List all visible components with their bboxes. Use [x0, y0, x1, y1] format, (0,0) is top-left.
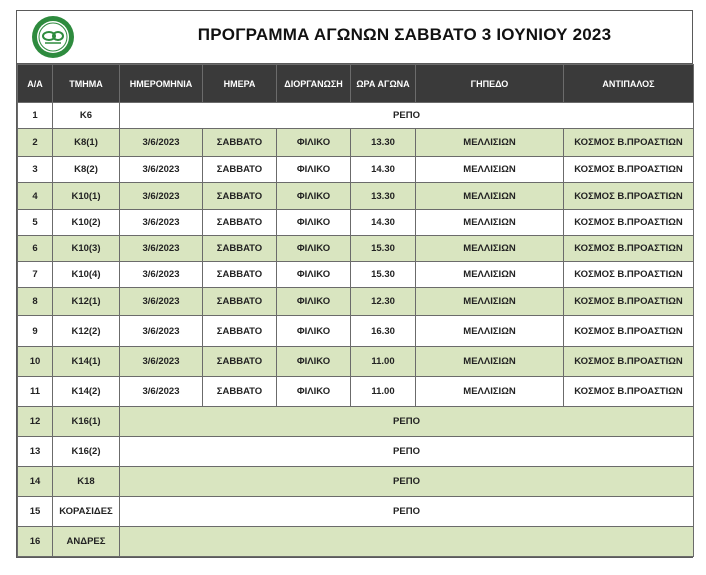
cell-field: ΜΕΛΛΙΣΙΩΝ	[416, 157, 564, 183]
col-header-opponent: ΑΝΤΙΠΑΛΟΣ	[564, 65, 694, 103]
cell-team: Κ8(1)	[53, 129, 120, 157]
cell-opponent: ΚΟΣΜΟΣ Β.ΠΡΟΑΣΤΙΩΝ	[564, 210, 694, 236]
table-row	[18, 467, 694, 497]
schedule-sheet	[16, 10, 693, 558]
cell-date: 3/6/2023	[120, 129, 203, 157]
cell-field: ΜΕΛΛΙΣΙΩΝ	[416, 377, 564, 407]
cell-date: 3/6/2023	[120, 316, 203, 347]
cell-team: Κ10(3)	[53, 236, 120, 262]
cell-team: Κ18	[53, 467, 120, 497]
cell-field: ΜΕΛΛΙΣΙΩΝ	[416, 183, 564, 210]
cell-time: 13.30	[351, 183, 416, 210]
cell-no: 9	[18, 316, 53, 347]
cell-opponent: ΚΟΣΜΟΣ Β.ΠΡΟΑΣΤΙΩΝ	[564, 183, 694, 210]
cell-competition: ΦΙΛΙΚΟ	[277, 377, 351, 407]
table-row	[18, 527, 694, 557]
col-header-date: ΗΜΕΡΟΜΗΝΙΑ	[120, 65, 203, 103]
col-header-time: ΩΡΑ ΑΓΩΝΑ	[351, 65, 416, 103]
cell-team: Κ16(2)	[53, 437, 120, 467]
cell-date: 3/6/2023	[120, 347, 203, 377]
table-row	[18, 316, 694, 347]
cell-competition: ΦΙΛΙΚΟ	[277, 262, 351, 288]
cell-repo: ΡΕΠΟ	[120, 497, 694, 527]
cell-time: 16.30	[351, 316, 416, 347]
cell-time: 11.00	[351, 347, 416, 377]
cell-team: Κ10(4)	[53, 262, 120, 288]
cell-field: ΜΕΛΛΙΣΙΩΝ	[416, 347, 564, 377]
cell-opponent: ΚΟΣΜΟΣ Β.ΠΡΟΑΣΤΙΩΝ	[564, 157, 694, 183]
cell-time: 15.30	[351, 262, 416, 288]
cell-day: ΣΑΒΒΑΤΟ	[203, 316, 277, 347]
cell-time: 13.30	[351, 129, 416, 157]
col-header-day: ΗΜΕΡΑ	[203, 65, 277, 103]
table-row	[18, 407, 694, 437]
col-header-team: ΤΜΗΜΑ	[53, 65, 120, 103]
cell-field: ΜΕΛΛΙΣΙΩΝ	[416, 316, 564, 347]
cell-date: 3/6/2023	[120, 262, 203, 288]
cell-date: 3/6/2023	[120, 183, 203, 210]
cell-no: 16	[18, 527, 53, 557]
col-header-competition: ΔΙΟΡΓΑΝΩΣΗ	[277, 65, 351, 103]
cell-competition: ΦΙΛΙΚΟ	[277, 210, 351, 236]
table-row	[18, 497, 694, 527]
cell-team: Κ8(2)	[53, 157, 120, 183]
table-header-row	[18, 65, 694, 103]
cell-no: 7	[18, 262, 53, 288]
table-row	[18, 262, 694, 288]
cell-no: 12	[18, 407, 53, 437]
cell-competition: ΦΙΛΙΚΟ	[277, 129, 351, 157]
cell-no: 11	[18, 377, 53, 407]
cell-team: Κ12(2)	[53, 316, 120, 347]
cell-time: 14.30	[351, 157, 416, 183]
cell-repo: ΡΕΠΟ	[120, 407, 694, 437]
col-header-no: Α/Α	[18, 65, 53, 103]
cell-team: Κ12(1)	[53, 288, 120, 316]
cell-competition: ΦΙΛΙΚΟ	[277, 183, 351, 210]
cell-field: ΜΕΛΛΙΣΙΩΝ	[416, 129, 564, 157]
cell-competition: ΦΙΛΙΚΟ	[277, 316, 351, 347]
cell-competition: ΦΙΛΙΚΟ	[277, 157, 351, 183]
table-row	[18, 377, 694, 407]
cell-no: 10	[18, 347, 53, 377]
table-row	[18, 129, 694, 157]
cell-opponent: ΚΟΣΜΟΣ Β.ΠΡΟΑΣΤΙΩΝ	[564, 316, 694, 347]
cell-time: 14.30	[351, 210, 416, 236]
cell-no: 15	[18, 497, 53, 527]
cell-field: ΜΕΛΛΙΣΙΩΝ	[416, 262, 564, 288]
table-row	[18, 103, 694, 129]
cell-date: 3/6/2023	[120, 210, 203, 236]
cell-no: 13	[18, 437, 53, 467]
table-row	[18, 183, 694, 210]
table-row	[18, 236, 694, 262]
cell-team: ΑΝΔΡΕΣ	[53, 527, 120, 557]
table-row	[18, 157, 694, 183]
cell-competition: ΦΙΛΙΚΟ	[277, 288, 351, 316]
cell-no: 2	[18, 129, 53, 157]
table-row	[18, 437, 694, 467]
cell-field: ΜΕΛΛΙΣΙΩΝ	[416, 288, 564, 316]
cell-team: Κ14(2)	[53, 377, 120, 407]
title-row	[17, 11, 692, 64]
cell-repo: ΡΕΠΟ	[120, 467, 694, 497]
cell-opponent: ΚΟΣΜΟΣ Β.ΠΡΟΑΣΤΙΩΝ	[564, 236, 694, 262]
cell-date: 3/6/2023	[120, 288, 203, 316]
cell-repo: ΡΕΠΟ	[120, 437, 694, 467]
cell-opponent: ΚΟΣΜΟΣ Β.ΠΡΟΑΣΤΙΩΝ	[564, 288, 694, 316]
table-row	[18, 210, 694, 236]
cell-time: 15.30	[351, 236, 416, 262]
cell-competition: ΦΙΛΙΚΟ	[277, 347, 351, 377]
cell-time: 11.00	[351, 377, 416, 407]
cell-team: Κ6	[53, 103, 120, 129]
cell-competition: ΦΙΛΙΚΟ	[277, 236, 351, 262]
cell-date: 3/6/2023	[120, 236, 203, 262]
cell-no: 6	[18, 236, 53, 262]
cell-opponent: ΚΟΣΜΟΣ Β.ΠΡΟΑΣΤΙΩΝ	[564, 377, 694, 407]
cell-team: Κ10(1)	[53, 183, 120, 210]
cell-time: 12.30	[351, 288, 416, 316]
cell-day: ΣΑΒΒΑΤΟ	[203, 210, 277, 236]
cell-team: Κ16(1)	[53, 407, 120, 437]
cell-date: 3/6/2023	[120, 377, 203, 407]
cell-opponent: ΚΟΣΜΟΣ Β.ΠΡΟΑΣΤΙΩΝ	[564, 347, 694, 377]
cell-field: ΜΕΛΛΙΣΙΩΝ	[416, 210, 564, 236]
table-row	[18, 347, 694, 377]
cell-repo: ΡΕΠΟ	[120, 103, 694, 129]
cell-day: ΣΑΒΒΑΤΟ	[203, 236, 277, 262]
cell-date: 3/6/2023	[120, 157, 203, 183]
cell-repo	[120, 527, 694, 557]
cell-opponent: ΚΟΣΜΟΣ Β.ΠΡΟΑΣΤΙΩΝ	[564, 129, 694, 157]
cell-day: ΣΑΒΒΑΤΟ	[203, 183, 277, 210]
cell-no: 3	[18, 157, 53, 183]
cell-team: Κ10(2)	[53, 210, 120, 236]
cell-day: ΣΑΒΒΑΤΟ	[203, 377, 277, 407]
cell-no: 14	[18, 467, 53, 497]
cell-no: 5	[18, 210, 53, 236]
cell-day: ΣΑΒΒΑΤΟ	[203, 157, 277, 183]
cell-opponent: ΚΟΣΜΟΣ Β.ΠΡΟΑΣΤΙΩΝ	[564, 262, 694, 288]
cell-no: 1	[18, 103, 53, 129]
cell-day: ΣΑΒΒΑΤΟ	[203, 288, 277, 316]
cell-team: Κ14(1)	[53, 347, 120, 377]
table-row	[18, 288, 694, 316]
schedule-table	[17, 64, 694, 557]
cell-day: ΣΑΒΒΑΤΟ	[203, 347, 277, 377]
cell-day: ΣΑΒΒΑΤΟ	[203, 129, 277, 157]
cell-no: 4	[18, 183, 53, 210]
cell-field: ΜΕΛΛΙΣΙΩΝ	[416, 236, 564, 262]
page-title: ΠΡΟΓΡΑΜΜΑ ΑΓΩΝΩΝ ΣΑΒΒΑΤΟ 3 ΙΟΥΝΙΟΥ 2023	[197, 25, 612, 44]
col-header-field: ΓΗΠΕΔΟ	[416, 65, 564, 103]
cell-no: 8	[18, 288, 53, 316]
cell-day: ΣΑΒΒΑΤΟ	[203, 262, 277, 288]
cell-team: ΚΟΡΑΣΙΔΕΣ	[53, 497, 120, 527]
club-logo-icon	[31, 15, 75, 59]
